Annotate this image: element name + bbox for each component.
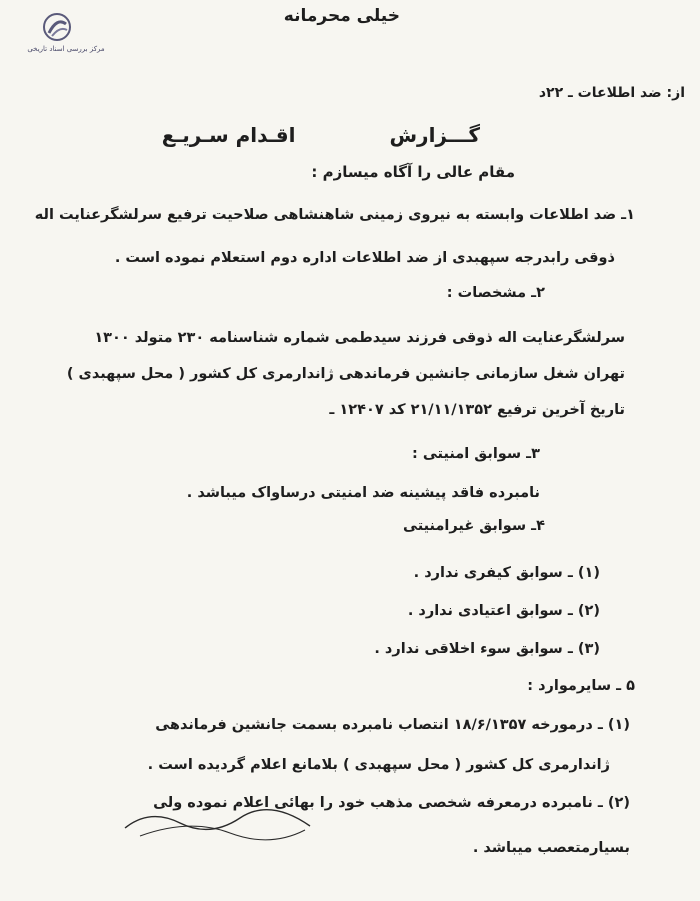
item1-line2: ذوقی رابدرجه سپهبدی از ضد اطلاعات اداره دوم استعلام نموده است . [114,250,615,266]
item2-line2: تهران شغل سازمانی جانشین فرماندهی ژاندارمری کل کشور ( محل سپهبدی ) [66,366,625,382]
item3-heading: ۳ـ سوابق امنیتی : [412,446,540,462]
item5-sub2-line1: (۲) ـ نامبرده درمعرفه شخصی مذهب خود را بهائی اعلام نموده ولی [153,795,630,811]
urgency-label: اقـدام سـریـع [161,123,296,147]
item5-sub2-line2: بسیارمتعصب میباشد . [472,840,630,856]
sender-line: از: ضد اطلاعات ـ ۲۲د [538,85,685,101]
item3-line1: نامبرده فاقد پیشینه ضد امنیتی درساواک میباشد . [186,485,540,501]
report-label: گـــزارش [389,123,480,147]
item5-heading: ۵ ـ سایرموارد : [527,678,635,694]
salutation: مقام عالی را آگاه میسازم : [311,163,515,181]
item2-line1: سرلشگرعنایت اله ذوقی فرزند سیدطمی شماره شناسنامه ۲۳۰ متولد ۱۳۰۰ [94,330,625,346]
item5-sub1-line1: (۱) ـ درمورخه ۱۸/۶/۱۳۵۷ انتصاب نامبرده بسمت جانشین فرماندهی [155,717,630,733]
archive-logo [18,12,114,60]
item2-heading: ۲ـ مشخصات : [446,285,545,301]
item1-line1: ۱ـ ضد اطلاعات وابسته به نیروی زمینی شاهنشاهی صلاحیت ترفیع سرلشگرعنایت اله [34,207,635,223]
classification-stamp: خیلی محرمانه [283,6,400,26]
archive-logo-caption: مرکز بررسی اسناد تاریخی [27,45,105,53]
archive-logo-icon [40,12,74,42]
item5-sub1-line2: ژاندارمری کل کشور ( محل سپهبدی ) بلامانع اعلام گردیده است . [147,757,610,773]
item4-heading: ۴ـ سوابق غیرامنیتی [403,518,545,534]
item4-sub2: (۲) ـ سوابق اعتیادی ندارد . [407,603,600,619]
handwritten-signature [120,788,320,848]
item4-sub3: (۳) ـ سوابق سوء اخلاقی ندارد . [374,641,600,657]
item2-line3: تاریخ آخرین ترفیع ۲۱/۱۱/۱۳۵۲ کد ۱۲۴۰۷ ـ [329,402,625,418]
item4-sub1: (۱) ـ سوابق کیفری ندارد . [413,565,600,581]
report-title [150,123,480,147]
